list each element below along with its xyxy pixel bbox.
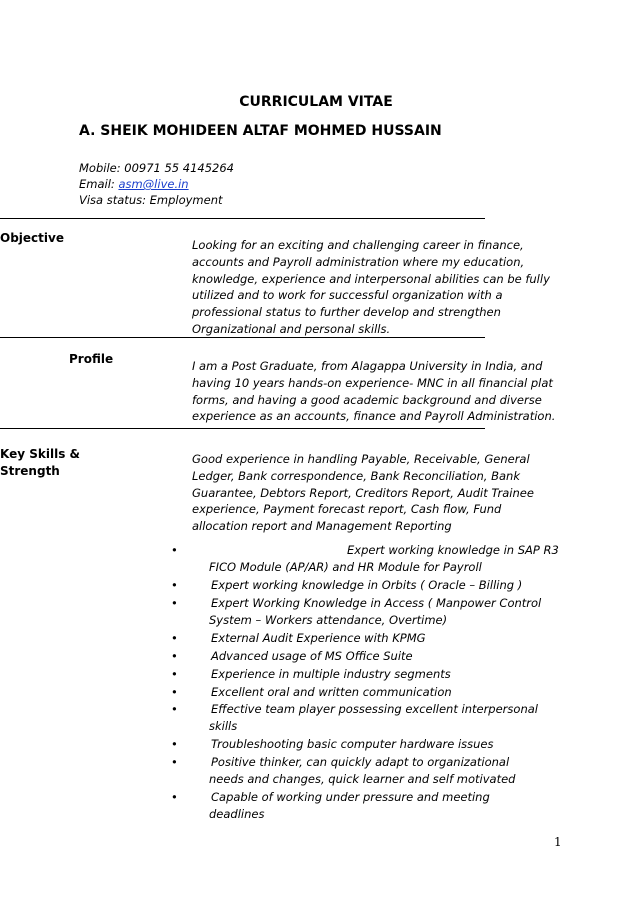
bullet-icon: • — [171, 684, 178, 699]
profile-line: experience as an accounts, finance and Payroll Administration. — [192, 409, 556, 424]
objective-line: Organizational and personal skills. — [192, 321, 391, 336]
bullet-icon: • — [171, 790, 178, 805]
skill-text-cont: FICO Module (AP/AR) and HR Module for Payroll — [209, 559, 482, 574]
skill-text: Expert working knowledge in Orbits ( Oracle – Billing ) — [211, 577, 523, 592]
bullet-icon: • — [171, 666, 178, 681]
skills-label — [0, 446, 80, 480]
skill-text-cont: skills — [209, 719, 238, 734]
objective-line: accounts and Payroll administration where my education, — [192, 254, 525, 269]
bullet-icon: • — [171, 577, 178, 592]
divider-3 — [0, 428, 485, 429]
bullet-icon: • — [171, 630, 178, 645]
profile-text — [192, 358, 564, 425]
skill-text: Excellent oral and written communication — [211, 684, 452, 699]
skill-text: Experience in multiple industry segments — [211, 666, 451, 681]
email-line — [79, 176, 234, 192]
skills-intro-line: Good experience in handling Payable, Receivable, General — [192, 452, 530, 466]
bullet-icon: • — [171, 737, 178, 752]
email-link[interactable]: asm@live.in — [118, 177, 189, 191]
skill-item — [171, 684, 563, 701]
skill-text: Expert Working Knowledge in Access ( Manpower Control — [211, 595, 542, 610]
skill-item — [171, 577, 563, 594]
skill-text: External Audit Experience with KPMG — [211, 630, 426, 645]
skill-item — [171, 789, 563, 823]
profile-line: I am a Post Graduate, from Alagappa University in India, and — [192, 359, 543, 373]
skill-text: Expert working knowledge in SAP R3 — [347, 543, 559, 557]
candidate-name: A. SHEIK MOHIDEEN ALTAF MOHMED HUSSAIN — [79, 123, 442, 139]
bullet-icon: • — [171, 702, 178, 717]
skills-intro-line: experience, Payment forecast report, Cash flow, Fund — [192, 502, 502, 517]
objective-line: knowledge, experience and interpersonal abilities can be fully — [192, 271, 550, 286]
skill-text-cont: System – Workers attendance, Overtime) — [209, 612, 448, 627]
bullet-icon: • — [171, 755, 178, 770]
skill-item — [171, 595, 563, 629]
email-label: Email: — [79, 177, 119, 191]
skill-text: Capable of working under pressure and meeting — [211, 790, 490, 805]
divider-2 — [0, 337, 485, 338]
skill-text-cont: needs and changes, quick learner and self motivated — [209, 772, 516, 787]
bullet-icon: • — [171, 595, 178, 610]
contact-block — [79, 160, 234, 208]
skill-item — [171, 736, 563, 753]
profile-label: Profile — [69, 352, 114, 366]
profile-line: having 10 years hands-on experience- MNC in all financial plat — [192, 375, 553, 390]
skills-label-line: Strength — [0, 464, 60, 478]
objective-line: Looking for an exciting and challenging career in finance, — [192, 238, 524, 252]
skills-intro — [192, 451, 564, 535]
skill-item — [171, 666, 563, 683]
skill-text-cont: deadlines — [209, 806, 265, 821]
mobile-line: Mobile: 00971 55 4145264 — [79, 161, 234, 175]
page-number: 1 — [554, 835, 562, 849]
document-title: CURRICULAM VITAE — [239, 94, 393, 110]
skill-text: Advanced usage of MS Office Suite — [211, 648, 413, 663]
skill-item — [171, 542, 563, 576]
objective-line: professional status to further develop and strengthen — [192, 305, 501, 320]
bullet-icon: • — [171, 543, 178, 557]
objective-label: Objective — [0, 231, 64, 245]
skill-text: Positive thinker, can quickly adapt to organizational — [211, 755, 510, 770]
skill-text: Troubleshooting basic computer hardware issues — [211, 737, 494, 752]
skill-item — [171, 754, 563, 788]
skill-item — [171, 648, 563, 665]
bullet-icon: • — [171, 648, 178, 663]
skills-list — [171, 542, 563, 824]
visa-line: Visa status: Employment — [79, 193, 223, 207]
skills-intro-line: allocation report and Management Reporting — [192, 519, 452, 534]
divider-1 — [0, 218, 485, 219]
objective-line: utilized and to work for successful organization with a — [192, 288, 503, 303]
skills-label-line: Key Skills & — [0, 447, 80, 461]
objective-text — [192, 237, 564, 338]
profile-line: forms, and having a good academic background and diverse — [192, 392, 542, 407]
skills-intro-line: Ledger, Bank correspondence, Bank Reconciliation, Bank — [192, 468, 520, 483]
skill-item — [171, 701, 563, 735]
skill-item — [171, 630, 563, 647]
skills-intro-line: Guarantee, Debtors Report, Creditors Report, Audit Trainee — [192, 485, 534, 500]
skill-text: Effective team player possessing excellent interpersonal — [211, 702, 538, 717]
